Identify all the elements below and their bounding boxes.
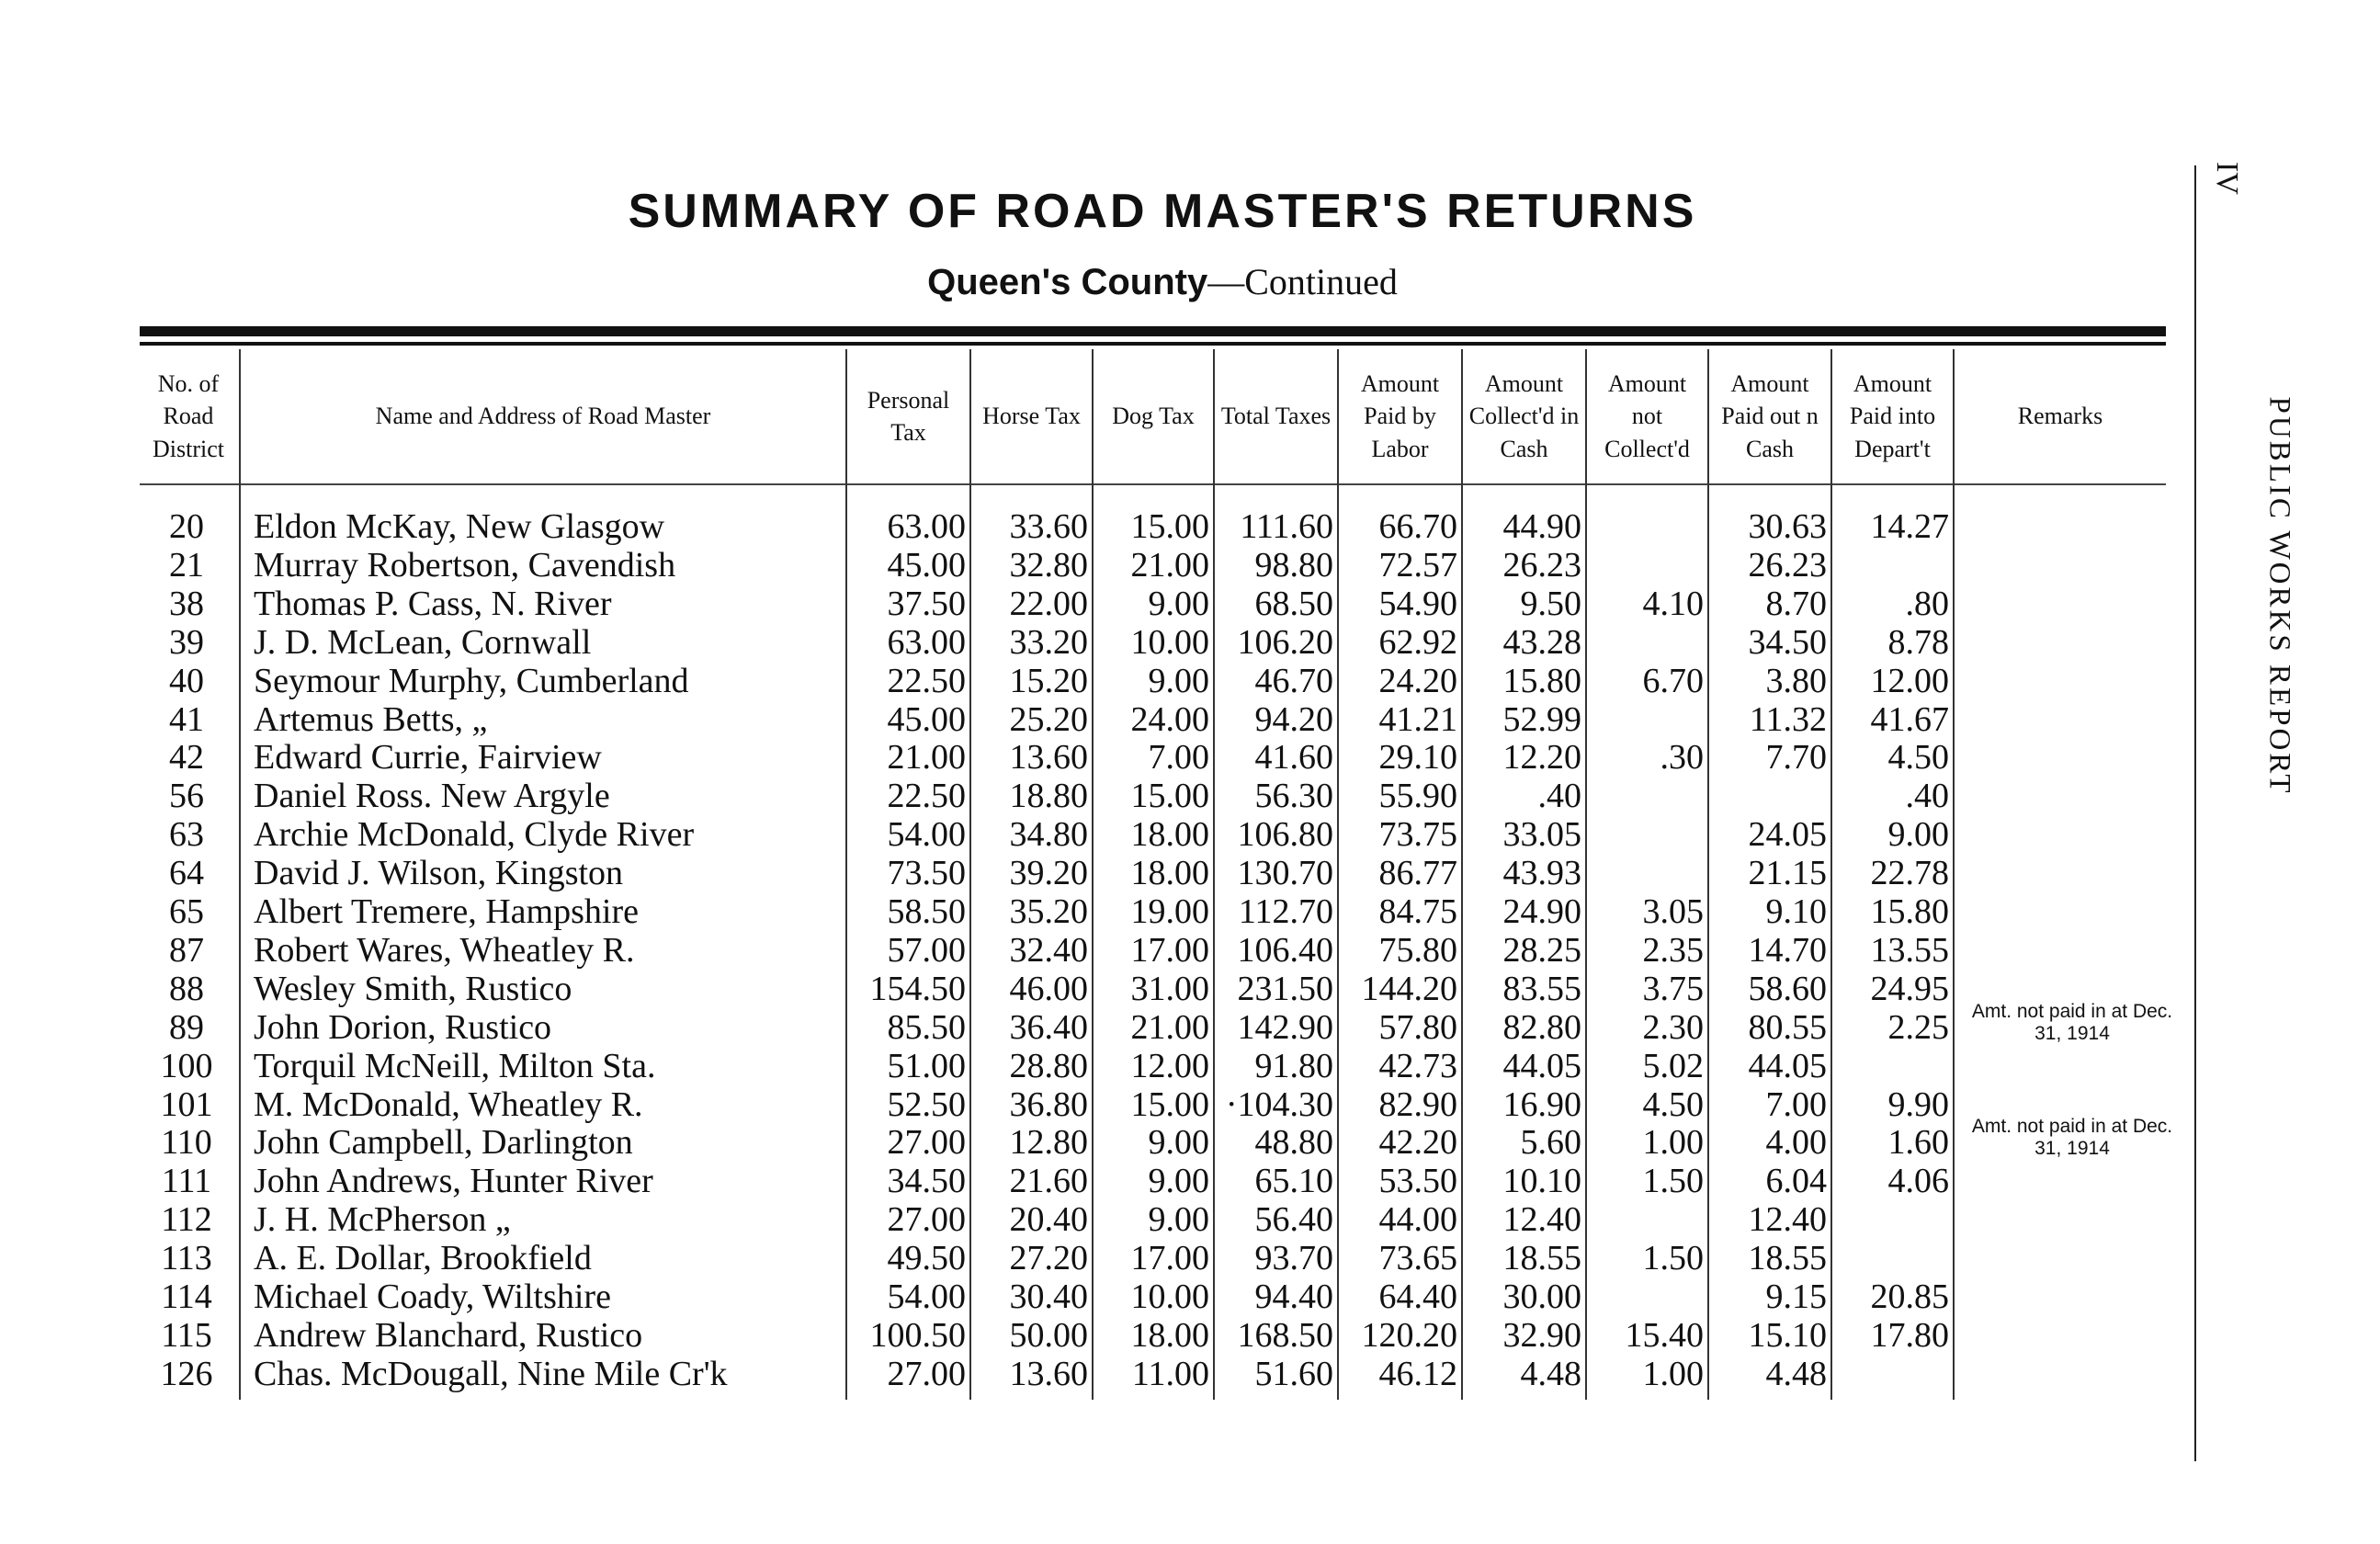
cell-dog: 11.00: [1131, 1354, 1209, 1393]
cell-labor: 86.77: [1378, 854, 1457, 893]
cell-name: M. McDonald, Wheatley R.: [254, 1084, 643, 1124]
cell-horse: 36.80: [1009, 1084, 1088, 1124]
cell-collected: 83.55: [1502, 969, 1581, 1008]
cell-dog: 18.00: [1130, 815, 1209, 855]
cell-labor: 46.12: [1378, 1354, 1457, 1393]
cell-total: 94.20: [1254, 699, 1333, 739]
cell-district: 126: [160, 1354, 213, 1393]
cell-horse: 20.40: [1009, 1200, 1088, 1240]
column-header-name: Name and Address of Road Master: [375, 403, 711, 430]
cell-paid-out: 4.00: [1765, 1123, 1827, 1163]
cell-name: Artemus Betts, „: [254, 699, 488, 739]
cell-labor: 144.20: [1361, 969, 1457, 1008]
cell-personal: 54.00: [887, 815, 966, 855]
cell-collected: 12.40: [1502, 1200, 1581, 1240]
cell-district: 41: [169, 699, 204, 739]
cell-horse: 21.60: [1009, 1162, 1088, 1201]
cell-name: Daniel Ross. New Argyle: [254, 777, 610, 816]
cell-collected: 52.99: [1502, 699, 1581, 739]
cell-collected: 44.90: [1502, 507, 1581, 546]
table-row: [0, 1239, 2196, 1277]
cell-paid-out: 80.55: [1748, 1007, 1827, 1047]
cell-horse: 15.20: [1009, 661, 1088, 700]
cell-total: 48.80: [1254, 1123, 1333, 1163]
cell-paid-out: 24.05: [1748, 815, 1827, 855]
cell-labor: 62.92: [1378, 622, 1457, 662]
cell-collected: .40: [1537, 777, 1581, 816]
cell-labor: 84.75: [1378, 892, 1457, 931]
cell-dog: 10.00: [1130, 622, 1209, 662]
cell-collected: 10.10: [1502, 1162, 1581, 1201]
cell-labor: 73.65: [1378, 1239, 1457, 1278]
cell-labor: 42.73: [1378, 1046, 1457, 1085]
column-header-paid-out: Amount Paid out n Cash: [1721, 370, 1819, 462]
cell-horse: 36.40: [1009, 1007, 1088, 1047]
cell-name: Edward Currie, Fairview: [254, 738, 602, 778]
table-row: [0, 1200, 2196, 1239]
cell-dog: 17.00: [1130, 930, 1209, 970]
cell-total: ·104.30: [1225, 1084, 1333, 1124]
table-row: [0, 700, 2196, 739]
cell-dog: 21.00: [1130, 545, 1209, 585]
table-row: [0, 1162, 2196, 1200]
column-divider: [1461, 349, 1463, 480]
cell-not-collected: 6.70: [1642, 661, 1704, 700]
cell-total: 130.70: [1237, 854, 1333, 893]
cell-total: 106.20: [1237, 622, 1333, 662]
cell-paid-out: 11.32: [1749, 699, 1827, 739]
cell-dog: 9.00: [1148, 584, 1209, 623]
cell-collected: 26.23: [1502, 545, 1581, 585]
cell-paid-out: 15.10: [1748, 1315, 1827, 1355]
cell-name: Chas. McDougall, Nine Mile Cr'k: [254, 1354, 728, 1393]
cell-personal: 54.00: [887, 1277, 966, 1316]
cell-total: 56.30: [1254, 777, 1333, 816]
cell-total: 111.60: [1240, 507, 1333, 546]
cell-district: 100: [160, 1046, 213, 1085]
cell-labor: 42.20: [1378, 1123, 1457, 1163]
cell-dog: 19.00: [1130, 892, 1209, 931]
cell-district: 65: [169, 892, 204, 931]
column-divider: [1707, 349, 1709, 480]
cell-not-collected: 1.50: [1642, 1239, 1704, 1278]
running-head: PUBLIC WORKS REPORT: [2262, 396, 2296, 796]
cell-not-collected: 4.50: [1642, 1084, 1704, 1124]
table-row: [0, 585, 2196, 623]
cell-paid-out: 7.00: [1765, 1084, 1827, 1124]
cell-personal: 27.00: [887, 1123, 966, 1163]
cell-name: Seymour Murphy, Cumberland: [254, 661, 689, 700]
column-header-paid-into: Amount Paid into Depart't: [1849, 370, 1936, 462]
cell-labor: 55.90: [1378, 777, 1457, 816]
cell-not-collected: 3.05: [1642, 892, 1704, 931]
cell-collected: 43.93: [1502, 854, 1581, 893]
cell-horse: 50.00: [1009, 1315, 1088, 1355]
cell-district: 114: [161, 1277, 212, 1316]
cell-collected: 12.20: [1502, 738, 1581, 778]
column-header-not-collected: Amount not Collect'd: [1604, 370, 1690, 462]
cell-paid-out: 44.05: [1748, 1046, 1827, 1085]
cell-labor: 41.21: [1378, 699, 1457, 739]
cell-collected: 43.28: [1502, 622, 1581, 662]
cell-paid-out: 18.55: [1748, 1239, 1827, 1278]
cell-personal: 52.50: [887, 1084, 966, 1124]
cell-paid-into: .40: [1905, 777, 1949, 816]
cell-paid-out: 34.50: [1748, 622, 1827, 662]
cell-horse: 33.20: [1009, 622, 1088, 662]
cell-name: Andrew Blanchard, Rustico: [254, 1315, 643, 1355]
column-divider: [239, 349, 241, 480]
cell-district: 88: [169, 969, 204, 1008]
table-row: [0, 1316, 2196, 1355]
cell-total: 51.60: [1254, 1354, 1333, 1393]
table-row: [0, 892, 2196, 931]
cell-personal: 85.50: [887, 1007, 966, 1047]
cell-collected: 30.00: [1502, 1277, 1581, 1316]
cell-labor: 73.75: [1378, 815, 1457, 855]
cell-district: 63: [169, 815, 204, 855]
cell-total: 94.40: [1254, 1277, 1333, 1316]
column-header-collected: Amount Collect'd in Cash: [1468, 370, 1580, 462]
cell-paid-into: 4.50: [1887, 738, 1949, 778]
cell-horse: 25.20: [1009, 699, 1088, 739]
cell-district: 21: [169, 545, 204, 585]
cell-paid-into: 24.95: [1870, 969, 1949, 1008]
column-divider: [845, 349, 847, 480]
cell-personal: 34.50: [887, 1162, 966, 1201]
cell-not-collected: 2.30: [1642, 1007, 1704, 1047]
cell-district: 115: [161, 1315, 212, 1355]
table-row: [0, 1008, 2196, 1047]
cell-labor: 120.20: [1361, 1315, 1457, 1355]
cell-horse: 13.60: [1009, 738, 1088, 778]
cell-paid-out: 30.63: [1748, 507, 1827, 546]
cell-personal: 58.50: [887, 892, 966, 931]
header-rule-bottom: [140, 483, 2166, 485]
column-divider: [1830, 349, 1832, 480]
cell-collected: 15.80: [1502, 661, 1581, 700]
cell-dog: 21.00: [1130, 1007, 1209, 1047]
cell-total: 41.60: [1254, 738, 1333, 778]
table-row: [0, 777, 2196, 815]
cell-not-collected: 5.02: [1642, 1046, 1704, 1085]
cell-name: Robert Wares, Wheatley R.: [254, 930, 635, 970]
cell-labor: 53.50: [1378, 1162, 1457, 1201]
cell-district: 39: [169, 622, 204, 662]
page-subtitle: [138, 260, 2187, 303]
cell-collected: 24.90: [1502, 892, 1581, 931]
cell-district: 42: [169, 738, 204, 778]
cell-district: 38: [169, 584, 204, 623]
cell-paid-out: 8.70: [1765, 584, 1827, 623]
cell-dog: 9.00: [1148, 1123, 1209, 1163]
cell-total: 93.70: [1254, 1239, 1333, 1278]
cell-horse: 39.20: [1009, 854, 1088, 893]
cell-collected: 33.05: [1502, 815, 1581, 855]
cell-personal: 57.00: [887, 930, 966, 970]
table-row: [0, 1123, 2196, 1162]
cell-labor: 66.70: [1378, 507, 1457, 546]
cell-name: David J. Wilson, Kingston: [254, 854, 624, 893]
cell-total: 112.70: [1238, 892, 1333, 931]
column-header-labor: Amount Paid by Labor: [1360, 370, 1440, 462]
cell-district: 111: [161, 1162, 212, 1201]
cell-name: John Campbell, Darlington: [254, 1123, 633, 1163]
column-divider: [1953, 349, 1955, 480]
cell-district: 87: [169, 930, 204, 970]
cell-paid-out: 7.70: [1765, 738, 1827, 778]
cell-total: 46.70: [1254, 661, 1333, 700]
column-divider: [1092, 349, 1094, 480]
cell-horse: 13.60: [1009, 1354, 1088, 1393]
cell-dog: 17.00: [1130, 1239, 1209, 1278]
cell-district: 89: [169, 1007, 204, 1047]
cell-name: Eldon McKay, New Glasgow: [254, 507, 665, 546]
cell-not-collected: 1.00: [1642, 1123, 1704, 1163]
cell-personal: 154.50: [869, 969, 966, 1008]
cell-paid-out: 21.15: [1748, 854, 1827, 893]
cell-dog: 18.00: [1130, 854, 1209, 893]
cell-not-collected: 1.50: [1642, 1162, 1704, 1201]
cell-district: 112: [161, 1200, 212, 1240]
cell-collected: 4.48: [1520, 1354, 1581, 1393]
cell-personal: 63.00: [887, 507, 966, 546]
table-row: [0, 1047, 2196, 1085]
cell-labor: 44.00: [1378, 1200, 1457, 1240]
cell-dog: 31.00: [1130, 969, 1209, 1008]
column-header-district: No. of Road District: [153, 370, 224, 462]
cell-paid-into: 20.85: [1870, 1277, 1949, 1316]
cell-total: 65.10: [1254, 1162, 1333, 1201]
cell-name: Wesley Smith, Rustico: [254, 969, 572, 1008]
cell-collected: 16.90: [1502, 1084, 1581, 1124]
page-number: IV: [2210, 162, 2244, 195]
cell-personal: 45.00: [887, 545, 966, 585]
cell-labor: 54.90: [1378, 584, 1457, 623]
cell-name: A. E. Dollar, Brookfield: [254, 1239, 592, 1278]
cell-personal: 21.00: [887, 738, 966, 778]
cell-district: 40: [169, 661, 204, 700]
cell-paid-into: 4.06: [1887, 1162, 1949, 1201]
cell-name: Torquil McNeill, Milton Sta.: [254, 1046, 656, 1085]
column-header-remarks: Remarks: [2017, 403, 2103, 430]
table-row: [0, 623, 2196, 662]
column-header-horse: Horse Tax: [982, 403, 1081, 430]
cell-paid-into: 2.25: [1887, 1007, 1949, 1047]
table-row: [0, 507, 2196, 546]
cell-dog: 9.00: [1148, 661, 1209, 700]
cell-dog: 9.00: [1148, 1200, 1209, 1240]
cell-horse: 46.00: [1009, 969, 1088, 1008]
cell-labor: 24.20: [1378, 661, 1457, 700]
cell-collected: 5.60: [1520, 1123, 1581, 1163]
cell-horse: 30.40: [1009, 1277, 1088, 1316]
cell-district: 113: [161, 1239, 212, 1278]
cell-horse: 33.60: [1009, 507, 1088, 546]
cell-collected: 82.80: [1502, 1007, 1581, 1047]
cell-dog: 12.00: [1130, 1046, 1209, 1085]
cell-personal: 63.00: [887, 622, 966, 662]
cell-personal: 45.00: [887, 699, 966, 739]
table-row: [0, 815, 2196, 854]
cell-name: Archie McDonald, Clyde River: [254, 815, 695, 855]
cell-district: 56: [169, 777, 204, 816]
cell-horse: 32.80: [1009, 545, 1088, 585]
cell-paid-into: 15.80: [1870, 892, 1949, 931]
cell-name: Michael Coady, Wiltshire: [254, 1277, 611, 1316]
cell-dog: 15.00: [1130, 1084, 1209, 1124]
cell-labor: 29.10: [1378, 738, 1457, 778]
cell-horse: 22.00: [1009, 584, 1088, 623]
cell-horse: 35.20: [1009, 892, 1088, 931]
cell-paid-into: 41.67: [1870, 699, 1949, 739]
cell-personal: 51.00: [887, 1046, 966, 1085]
subtitle-county: Queen's County: [927, 262, 1208, 302]
cell-paid-out: 4.48: [1765, 1354, 1827, 1393]
table-row: [0, 854, 2196, 892]
cell-paid-out: 26.23: [1748, 545, 1827, 585]
cell-labor: 57.80: [1378, 1007, 1457, 1047]
cell-personal: 100.50: [869, 1315, 966, 1355]
cell-name: Albert Tremere, Hampshire: [254, 892, 639, 931]
cell-dog: 24.00: [1130, 699, 1209, 739]
cell-collected: 18.55: [1502, 1239, 1581, 1278]
cell-paid-into: 13.55: [1870, 930, 1949, 970]
cell-name: Thomas P. Cass, N. River: [254, 584, 612, 623]
table-row: [0, 546, 2196, 585]
cell-labor: 75.80: [1378, 930, 1457, 970]
cell-paid-into: 1.60: [1887, 1123, 1949, 1163]
cell-district: 64: [169, 854, 204, 893]
cell-paid-out: 3.80: [1765, 661, 1827, 700]
cell-horse: 18.80: [1009, 777, 1088, 816]
column-header-personal: Personal Tax: [867, 386, 950, 446]
cell-not-collected: 15.40: [1625, 1315, 1704, 1355]
cell-name: J. H. McPherson „: [254, 1200, 511, 1240]
cell-personal: 22.50: [887, 661, 966, 700]
cell-dog: 9.00: [1148, 1162, 1209, 1201]
cell-not-collected: 1.00: [1642, 1354, 1704, 1393]
cell-dog: 10.00: [1130, 1277, 1209, 1316]
cell-paid-into: 17.80: [1870, 1315, 1949, 1355]
column-divider: [969, 349, 971, 480]
cell-not-collected: .30: [1660, 738, 1704, 778]
column-header-total: Total Taxes: [1220, 403, 1332, 430]
cell-personal: 22.50: [887, 777, 966, 816]
cell-dog: 7.00: [1148, 738, 1209, 778]
cell-paid-into: .80: [1905, 584, 1949, 623]
subtitle-continued: —Continued: [1207, 261, 1398, 302]
cell-total: 56.40: [1254, 1200, 1333, 1240]
cell-not-collected: 4.10: [1642, 584, 1704, 623]
cell-personal: 37.50: [887, 584, 966, 623]
cell-horse: 27.20: [1009, 1239, 1088, 1278]
table-row: [0, 1277, 2196, 1316]
cell-personal: 73.50: [887, 854, 966, 893]
cell-paid-into: 12.00: [1870, 661, 1949, 700]
cell-horse: 34.80: [1009, 815, 1088, 855]
table-row: [0, 1085, 2196, 1124]
cell-name: Murray Robertson, Cavendish: [254, 545, 676, 585]
cell-total: 106.80: [1237, 815, 1333, 855]
cell-horse: 12.80: [1009, 1123, 1088, 1163]
cell-total: 91.80: [1254, 1046, 1333, 1085]
cell-collected: 44.05: [1502, 1046, 1581, 1085]
page-title: SUMMARY OF ROAD MASTER'S RETURNS: [628, 185, 1697, 238]
column-divider: [1213, 349, 1215, 480]
cell-paid-out: 58.60: [1748, 969, 1827, 1008]
cell-paid-into: 8.78: [1887, 622, 1949, 662]
cell-dog: 15.00: [1130, 507, 1209, 546]
cell-total: 98.80: [1254, 545, 1333, 585]
cell-dog: 18.00: [1130, 1315, 1209, 1355]
column-divider: [1337, 349, 1339, 480]
cell-horse: 32.40: [1009, 930, 1088, 970]
table-row: [0, 931, 2196, 970]
cell-district: 20: [169, 507, 204, 546]
cell-name: John Dorion, Rustico: [254, 1007, 552, 1047]
cell-paid-out: 6.04: [1765, 1162, 1827, 1201]
cell-labor: 64.40: [1378, 1277, 1457, 1316]
cell-collected: 9.50: [1520, 584, 1581, 623]
remark-note: Amt. not paid in at Dec. 31, 1914: [1971, 1000, 2173, 1044]
cell-name: J. D. McLean, Cornwall: [254, 622, 592, 662]
table-row: [0, 970, 2196, 1008]
cell-paid-into: 9.00: [1887, 815, 1949, 855]
cell-labor: 82.90: [1378, 1084, 1457, 1124]
cell-not-collected: 2.35: [1642, 930, 1704, 970]
cell-paid-out: 9.15: [1765, 1277, 1827, 1316]
cell-total: 231.50: [1237, 969, 1333, 1008]
header-rule-thick: [140, 326, 2166, 336]
cell-personal: 27.00: [887, 1354, 966, 1393]
cell-total: 68.50: [1254, 584, 1333, 623]
cell-paid-out: 9.10: [1765, 892, 1827, 931]
cell-collected: 28.25: [1502, 930, 1581, 970]
cell-not-collected: 3.75: [1642, 969, 1704, 1008]
cell-paid-into: 9.90: [1887, 1084, 1949, 1124]
cell-total: 142.90: [1237, 1007, 1333, 1047]
cell-total: 106.40: [1237, 930, 1333, 970]
column-divider: [1585, 349, 1587, 480]
cell-name: John Andrews, Hunter River: [254, 1162, 653, 1201]
cell-labor: 72.57: [1378, 545, 1457, 585]
cell-dog: 15.00: [1130, 777, 1209, 816]
cell-collected: 32.90: [1502, 1315, 1581, 1355]
cell-paid-out: 14.70: [1748, 930, 1827, 970]
cell-paid-out: 12.40: [1748, 1200, 1827, 1240]
header-rule-thin: [140, 342, 2166, 346]
table-row: [0, 662, 2196, 700]
cell-horse: 28.80: [1009, 1046, 1088, 1085]
cell-personal: 49.50: [887, 1239, 966, 1278]
table-row: [0, 1355, 2196, 1393]
cell-paid-into: 22.78: [1870, 854, 1949, 893]
cell-total: 168.50: [1237, 1315, 1333, 1355]
column-header-dog: Dog Tax: [1112, 403, 1195, 430]
table-row: [0, 738, 2196, 777]
remark-note: Amt. not paid in at Dec. 31, 1914: [1971, 1116, 2173, 1160]
cell-district: 110: [161, 1123, 212, 1163]
cell-personal: 27.00: [887, 1200, 966, 1240]
cell-district: 101: [160, 1084, 213, 1124]
cell-paid-into: 14.27: [1870, 507, 1949, 546]
